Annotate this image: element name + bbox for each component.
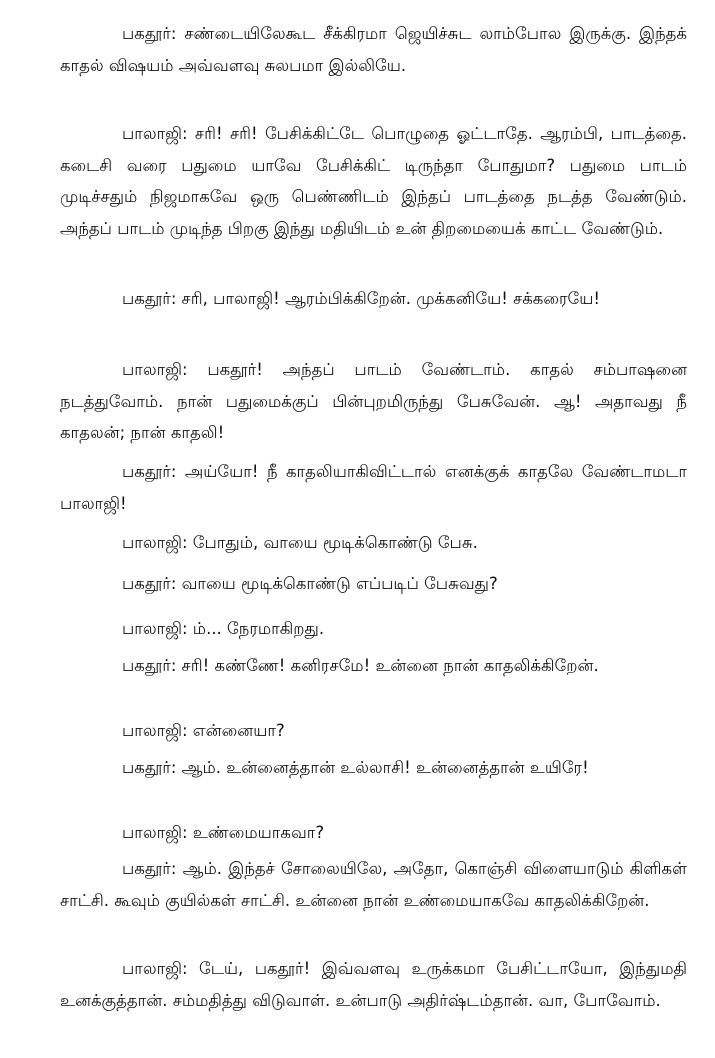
- dialogue-paragraph: பாலாஜி: ம்... நேரமாகிறது.: [122, 619, 325, 638]
- dialogue-paragraph: பகதூர்: சரி! கண்ணே! கனிரசமே! உன்னை நான் காதலிக்கிறேன்.: [122, 656, 599, 675]
- dialogue-paragraph: பாலாஜி: பகதூர்! அந்தப் பாடம் வேண்டாம். காதல் சம்பாஷனை நடத்துவோம். நான் பதுமைக்குப் பின்புறமிருந்து பேசுவேன். ஆ! அதாவது நீ காதலன்; நான் காதலி!: [60, 360, 687, 442]
- dialogue-paragraph: பாலாஜி: போதும், வாயை மூடிக்கொண்டு பேசு.: [122, 533, 478, 552]
- dialogue-paragraph: பகதூர்: வாயை மூடிக்கொண்டு எப்படிப் பேசுவது?: [122, 574, 498, 593]
- dialogue-paragraph: பாலாஜி: உண்மையாகவா?: [122, 823, 325, 842]
- dialogue-paragraph: பகதூர்: ஆம். இந்தச் சோலையிலே, அதோ, கொஞ்சி விளையாடும் கிளிகள் சாட்சி. கூவும் குயில்கள் சாட்சி. உன்னை நான் உண்மையாகவே காதலிக்கிறேன்.: [60, 859, 687, 910]
- dialogue-paragraph: பகதூர்: அய்யோ! நீ காதலியாகிவிட்டால் எனக்குக் காதலே வேண்டாமடா பாலாஜி!: [60, 462, 687, 513]
- dialogue-paragraph: பாலாஜி: என்னையா?: [122, 721, 285, 740]
- dialogue-paragraph: பாலாஜி: சரி! சரி! பேசிக்கிட்டே பொழுதை ஓட்டாதே. ஆரம்பி, பாடத்தை. கடைசி வரை பதுமை யாவே பேசிக்கிட் டிருந்தா போதுமா? பதுமை பாடம் முடிச்சதும் நிஜமாகவே ஒரு பெண்ணிடம் இந்தப் பாடத்தை நடத்த வேண்டும். அந்தப் பாடம் முடிந்த பிறகு இந்து மதியிடம் உன் திறமையைக் காட்ட வேண்டும்.: [60, 124, 687, 238]
- dialogue-paragraph: பகதூர்: சண்டையிலேகூட சீக்கிரமா ஜெயிச்சுட லாம்போல இருக்கு. இந்தக் காதல் விஷயம் அவ்வளவு சுலபமா இல்லியே.: [60, 24, 687, 75]
- dialogue-paragraph: பகதூர்: ஆம். உன்னைத்தான் உல்லாசி! உன்னைத்தான் உயிரே!: [122, 758, 589, 777]
- dialogue-paragraph: பாலாஜி: டேய், பகதூர்! இவ்வளவு உருக்கமா பேசிட்டாயோ, இந்துமதி உனக்குத்தான். சம்மதித்து விடுவாள். உன்பாடு அதிர்ஷ்டம்தான். வா, போவோம்.: [60, 959, 687, 1010]
- dialogue-paragraph: பகதூர்: சரி, பாலாஜி! ஆரம்பிக்கிறேன். முக்கனியே! சக்கரையே!: [122, 289, 600, 308]
